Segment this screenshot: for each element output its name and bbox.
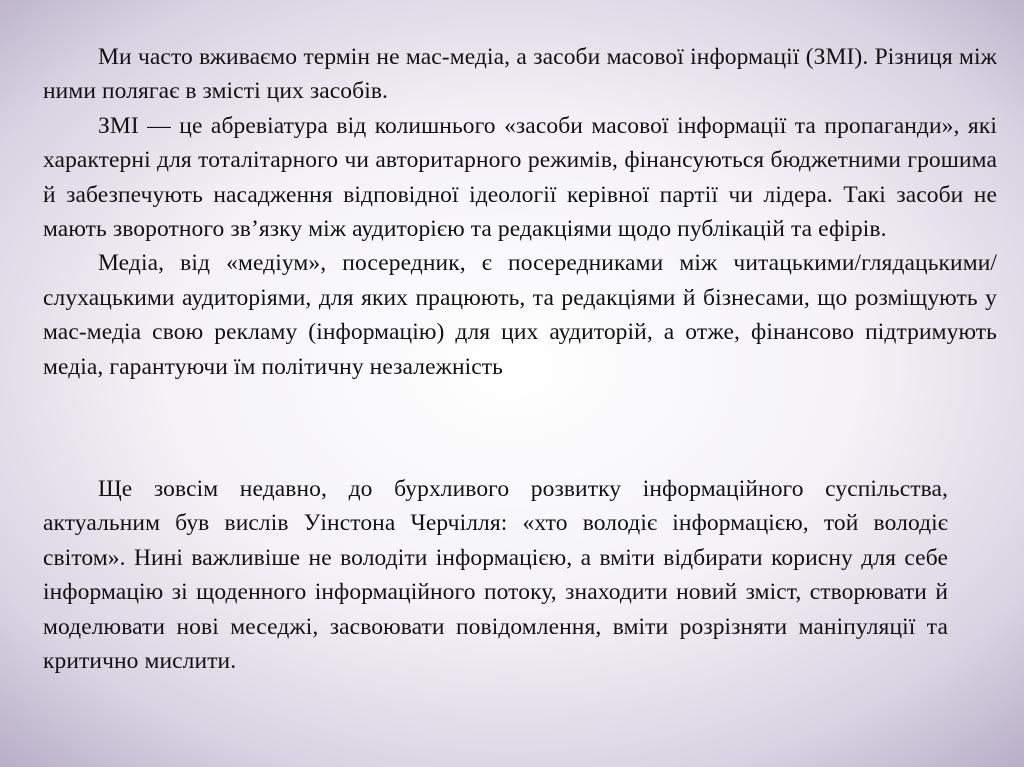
text-block-media-vs-zmi — [43, 40, 997, 384]
paragraph-media-definition: Медіа, від «медіум», посередник, є посередниками між читацькими/глядацькими/слухацькими аудиторіями, для яких працюють, та редакціями й бізнесами, що розміщують у мас-медіа свою рекламу (інформацію) для цих аудиторій, а отже, фінансово підтримують медіа, гарантуючи їм політичну незалежність — [43, 250, 997, 380]
paragraph-zmi-term: Ми часто вживаємо термін не мас-медіа, а засоби масової інформації (ЗМІ). Різниця між ними полягає в змісті цих засобів. — [43, 44, 997, 105]
paragraph-zmi-definition: ЗМІ — це абревіатура від колишнього «засоби масової інформації та пропаганди», які характерні для тоталітарного чи авторитарного режимів, фінансуються бюджетними грошима й забезпечують насадження відповідної ідеології керівної партії чи лідера. Такі засоби не мають зворотного зв’язку між аудиторією та редакціями щодо публікацій та ефірів. — [43, 112, 997, 243]
paragraph-information-society: Ще зовсім недавно, до бурхливого розвитку інформаційного суспільства, актуальним був вислів Уінстона Черчілля: «хто володіє інформацією, той володіє світом». Нині важливіше не володіти інформацією, а вміти відбирати корисну для себе інформацію зі щоденного інформаційного потоку, знаходити новий зміст, створювати й моделювати нові меседжі, засвоювати повідомлення, вміти розрізняти маніпуляції та критично мислити. — [43, 476, 948, 675]
text-block-churchill-quote — [43, 472, 948, 678]
